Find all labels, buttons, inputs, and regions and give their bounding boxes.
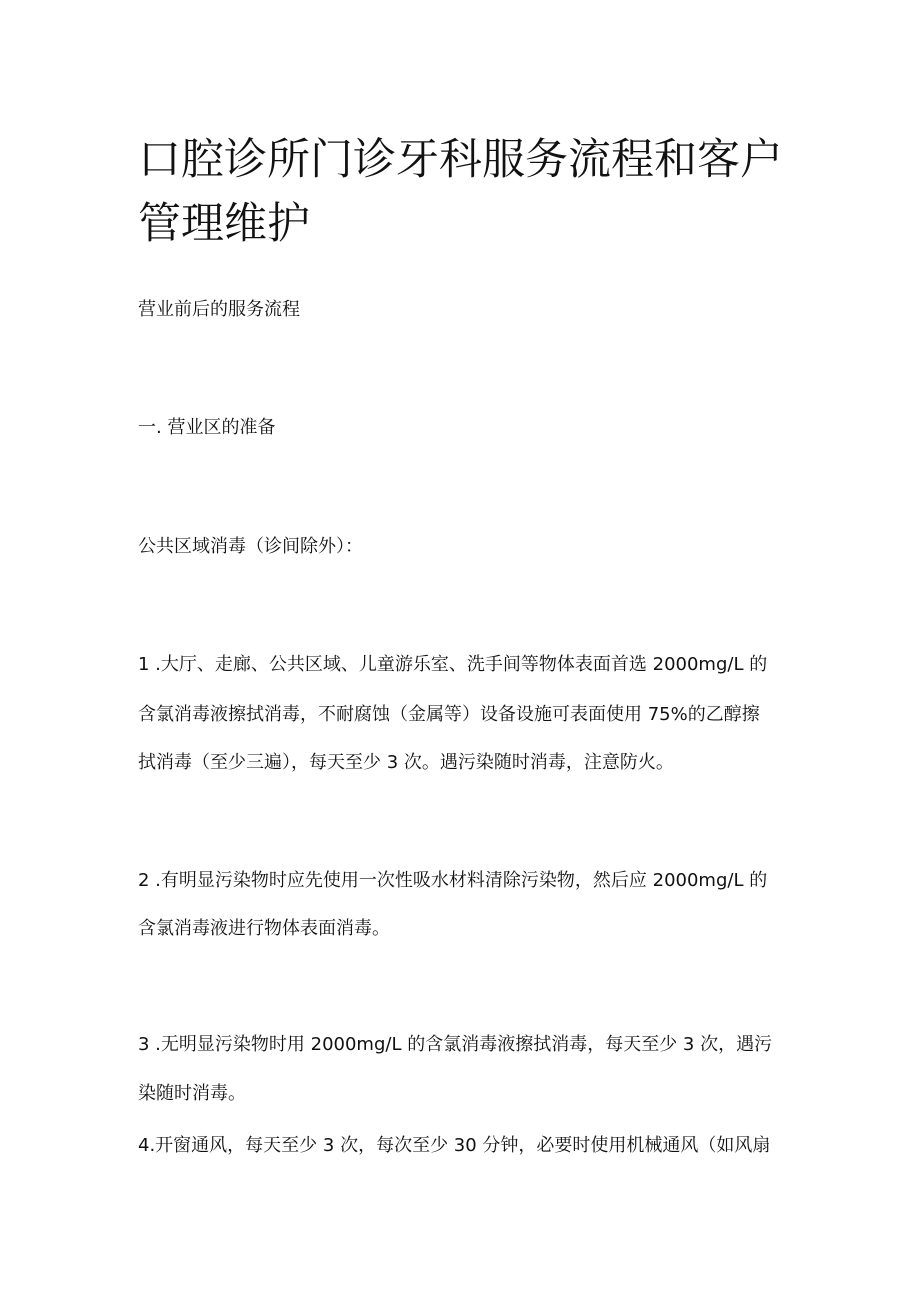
item-1-line-2: 含氯消毒液擦拭消毒，不耐腐蚀（金属等）设备设施可表面使用 75%的乙醇擦 <box>138 704 760 725</box>
item-1-line-1: 1 .大厅、走廊、公共区域、儿童游乐室、洗手间等物体表面首选 2000mg/L 的 <box>138 654 768 675</box>
title-line-2: 管理维护 <box>138 199 310 249</box>
item-3-line-2: 染随时消毒。 <box>138 1083 246 1104</box>
item-2-line-1: 2 .有明显污染物时应先使用一次性吸水材料清除污染物，然后应 2000mg/L 的 <box>138 870 768 891</box>
item-2-line-2: 含氯消毒液进行物体表面消毒。 <box>138 918 390 939</box>
item-1-line-3: 拭消毒（至少三遍），每天至少 3 次。遇污染随时消毒，注意防火。 <box>138 752 674 773</box>
document-title <box>138 128 798 256</box>
item-4-line-1: 4.开窗通风，每天至少 3 次，每次至少 30 分钟，必要时使用机械通风（如风扇 <box>138 1135 771 1156</box>
item-3-line-1: 3 .无明显污染物时用 2000mg/L 的含氯消毒液擦拭消毒，每天至少 3 次，遇污 <box>138 1034 773 1055</box>
subtitle: 营业前后的服务流程 <box>138 299 300 320</box>
section-heading: 一. 营业区的准备 <box>138 417 276 438</box>
title-line-1: 口腔诊所门诊牙科服务流程和客户 <box>138 135 783 185</box>
subsection-heading: 公共区域消毒（诊间除外）： <box>138 536 363 557</box>
